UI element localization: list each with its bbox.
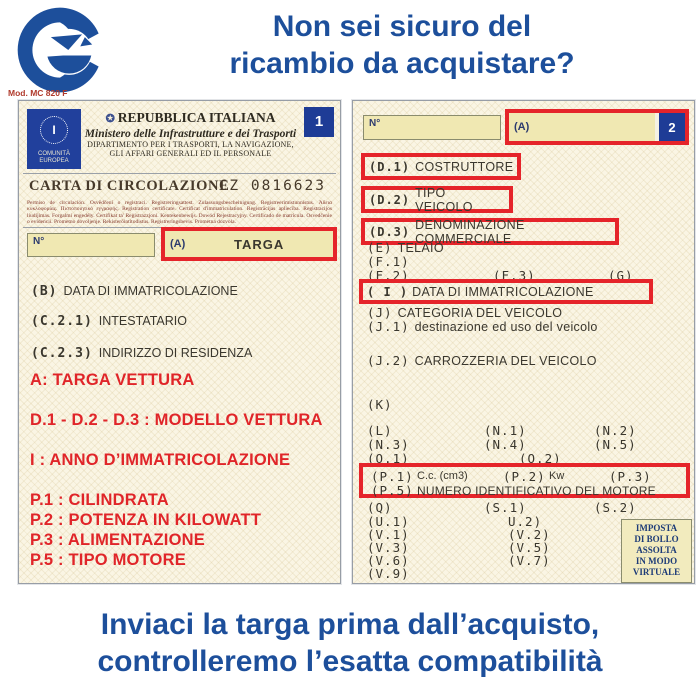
doc-serial-number: CZ 0816623: [218, 178, 326, 194]
row-j2-carrozzeria: (J.2) CARROZZERIA DEL VEICOLO: [367, 353, 597, 368]
note-potenza: P.2 : POTENZA IN KILOWATT: [30, 511, 262, 529]
label-p5: NUMERO IDENTIFICATIVO DEL MOTORE: [417, 484, 656, 498]
doc2-targa-field-highlight: [505, 109, 689, 145]
doc1-number-field: N°: [27, 233, 155, 257]
eu-label-line2: EUROPEA: [39, 158, 69, 164]
row-v1-v2: (V.1) (V.2): [367, 527, 551, 542]
italy-emblem-icon: ✪: [105, 113, 115, 125]
registration-card-page2: [352, 100, 695, 584]
targa-value: TARGA: [234, 236, 285, 252]
note-alimentazione: P.3 : ALIMENTAZIONE: [30, 531, 205, 549]
doc1-letterhead: [83, 110, 298, 158]
doc1-targa-field-highlight: [161, 227, 337, 261]
company-logo-icon: [14, 4, 106, 96]
page2-badge: 2: [659, 113, 685, 141]
highlight-p-motore: [359, 463, 690, 498]
field-code: (D.2): [369, 192, 411, 207]
row-j-categoria: (J) CATEGORIA DEL VEICOLO: [367, 305, 563, 320]
footer-message: [0, 606, 700, 680]
field-code: (C.2.1): [31, 314, 93, 329]
row-u1-u2: (U.1) U.2): [367, 514, 543, 529]
headline: [110, 8, 694, 82]
code-p3: (P.3): [609, 469, 652, 484]
eu-label-line1: COMUNITÀ: [38, 151, 70, 157]
department-line1: DIPARTIMENTO PER I TRASPORTI, LA NAVIGAZIONE,: [87, 140, 294, 149]
field-row-b: [31, 283, 238, 299]
row-q-s1-s2: (Q) (S.1) (S.2): [367, 500, 637, 515]
multilingual-fine-print: Permiso de circulación. Osvědčení o registraci. Registreringsattest. Zulassungsbescheinigung. Registreerimistunnistus. Άδεια κυκλοφορίας. Πιστοποιητικό εγγραφής. Registration certificate. Certificat d'immatriculation. Registrācijas apliecība. Registracijos liudijimas. Forgalmi engedély. Ċertifikat ta' Reġistrazzjoni. Kentekenbewijs. Dowód Rejestracyjny. Certificado de matrícula. Osvedčenie o evidencii. Prometno dovoljenje. Rekisteröintitodistus. Registreringsbevis. Prometna dozvola.: [27, 200, 332, 225]
republic-title: REPUBBLICA ITALIANA: [117, 110, 276, 125]
doc-title: CARTA DI CIRCOLAZIONE: [29, 178, 230, 194]
field-code: (C.2.3): [31, 346, 93, 361]
field-label: COSTRUTTORE: [415, 159, 514, 174]
note-cilindrata: P.1 : CILINDRATA: [30, 491, 169, 509]
imposta-di-bollo-stamp: IMPOSTA DI BOLLO ASSOLTA IN MODO VIRTUALE: [621, 519, 692, 583]
row-f2-f3-g: (F.2) (F.3) (G): [367, 268, 634, 283]
note-modello: D.1 - D.2 - D.3 : MODELLO VETTURA: [30, 411, 323, 429]
row-n3-n4-n5: (N.3) (N.4) (N.5): [367, 437, 637, 452]
unit-cc: C.c. (cm3): [417, 470, 468, 482]
footer-line2: controlleremo l’esatta compatibilità: [97, 645, 603, 678]
field-label: DENOMINAZIONE COMMERCIALE: [415, 217, 525, 246]
field-code: (D.1): [369, 159, 411, 174]
row-v3-v5: (V.3) (V.5): [367, 540, 551, 555]
field-label: INDIRIZZO DI RESIDENZA: [98, 346, 253, 360]
eu-community-emblem: [27, 109, 81, 169]
row-e-telaio: (E) TELAIO: [367, 240, 444, 255]
field-row-c23: [31, 345, 252, 361]
code-p5: (P.5): [371, 483, 414, 498]
field-label: DATA DI IMMATRICOLAZIONE: [63, 284, 238, 298]
highlight-d2-tipo-veicolo: [361, 186, 513, 213]
department-line2: GLI AFFARI GENERALI ED IL PERSONALE: [109, 149, 272, 158]
highlight-d1-costruttore: [361, 153, 521, 180]
code-p1: (P.1): [371, 469, 414, 484]
divider: [23, 173, 336, 174]
footer-line1: Inviaci la targa prima dall’acquisto,: [100, 608, 600, 641]
field-label: INTESTATARIO: [98, 314, 187, 328]
page1-badge: 1: [304, 107, 334, 137]
field-code-a: (A): [514, 121, 530, 133]
row-v6-v7: (V.6) (V.7): [367, 553, 551, 568]
row-j1-destinazione: (J.1) destinazione ed uso del veicolo: [367, 319, 598, 334]
eu-stars-ring: I: [40, 116, 68, 144]
headline-line1: Non sei sicuro del: [272, 10, 532, 43]
code-p2: (P.2): [503, 469, 546, 484]
row-f1: (F.1): [367, 254, 410, 269]
row-k: (K): [367, 397, 393, 412]
field-row-c21: [31, 313, 187, 329]
model-form-label: Mod. MC 820 F: [8, 88, 68, 98]
note-targa: A: TARGA VETTURA: [30, 371, 195, 389]
row-l-n1-n2: (L) (N.1) (N.2): [367, 423, 637, 438]
field-label: TIPO VEICOLO: [415, 185, 473, 214]
highlight-i-immatricolazione: ( I ) DATA DI IMMATRICOLAZIONE: [359, 279, 653, 304]
unit-kw: Kw: [549, 470, 565, 482]
field-code: (B): [31, 284, 58, 299]
field-code-a: (A): [170, 238, 186, 250]
field-code: (D.3): [369, 224, 411, 239]
note-anno: I : ANNO D’IMMATRICOLAZIONE: [30, 451, 291, 469]
registration-card-page1: [18, 100, 341, 584]
note-tipo-motore: P.5 : TIPO MOTORE: [30, 551, 186, 569]
row-o1-o2: (O.1) (O.2): [367, 451, 562, 466]
headline-line2: ricambio da acquistare?: [229, 47, 575, 80]
doc2-number-field: N°: [363, 115, 501, 140]
row-v9: (V.9): [367, 566, 410, 581]
ministry-title: Ministero delle Infrastrutture e dei Trasporti: [84, 128, 297, 140]
